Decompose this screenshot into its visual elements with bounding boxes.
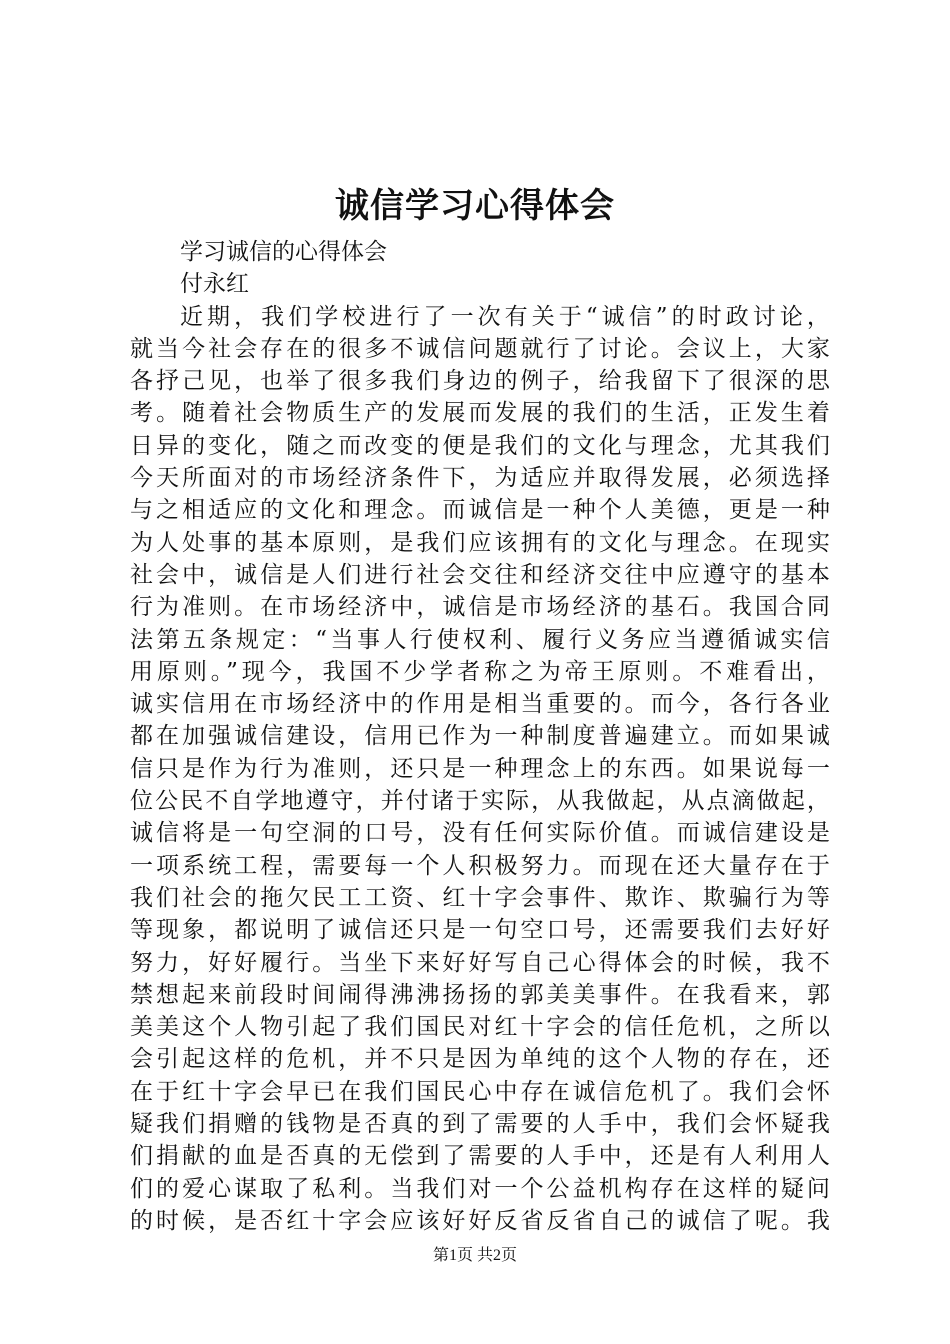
paragraph-line: 就当今社会存在的很多不诚信问题就行了讨论。会议上，大家 (130, 335, 830, 362)
paragraph-line: 行为准则。在市场经济中，诚信是市场经济的基石。我国合同 (130, 594, 830, 621)
paragraph-line: 信只是作为行为准则，还只是一种理念上的东西。如果说每一 (130, 755, 830, 782)
paragraph-line: 在于红十字会早已在我们国民心中存在诚信危机了。我们会怀 (130, 1078, 830, 1105)
paragraph-line: 会引起这样的危机，并不只是因为单纯的这个人物的存在，还 (130, 1046, 830, 1073)
document-title: 诚信学习心得体会 (335, 186, 615, 226)
paragraph-line: 们捐献的血是否真的无偿到了需要的人手中，还是有人利用人 (130, 1143, 830, 1170)
paragraph-line: 法第五条规定：“当事人行使权利、履行义务应当遵循诚实信 (130, 626, 830, 653)
paragraph-line: 的时候，是否红十字会应该好好反省反省自己的诚信了呢。我 (130, 1207, 830, 1234)
paragraph-line: 努力，好好履行。当坐下来好好写自己心得体会的时候，我不 (130, 949, 830, 976)
author: 付永红 (180, 271, 249, 298)
paragraph-line: 等现象，都说明了诚信还只是一句空口号，还需要我们去好好 (130, 917, 830, 944)
document-body (130, 236, 830, 1237)
body-paragraph (130, 301, 830, 1238)
subtitle: 学习诚信的心得体会 (180, 239, 387, 265)
paragraph-line: 都在加强诚信建设，信用已作为一种制度普遍建立。而如果诚 (130, 723, 830, 750)
paragraph-line: 们的爱心谋取了私利。当我们对一个公益机构存在这样的疑问 (130, 1175, 830, 1202)
paragraph-line: 今天所面对的市场经济条件下，为适应并取得发展，必须选择 (130, 465, 830, 492)
paragraph-line: 近期，我们学校进行了一次有关于“诚信”的时政讨论， (180, 303, 830, 330)
paragraph-line: 日异的变化，随之而改变的便是我们的文化与理念，尤其我们 (130, 432, 830, 459)
paragraph-line: 诚信将是一句空洞的口号，没有任何实际价值。而诚信建设是 (130, 820, 830, 847)
paragraph-line: 诚实信用在市场经济中的作用是相当重要的。而今，各行各业 (130, 691, 830, 718)
paragraph-line: 疑我们捐赠的钱物是否真的到了需要的人手中，我们会怀疑我 (130, 1111, 830, 1138)
paragraph-line: 美美这个人物引起了我们国民对红十字会的信任危机，之所以 (130, 1014, 830, 1041)
paragraph-line: 社会中，诚信是人们进行社会交往和经济交往中应遵守的基本 (130, 561, 830, 588)
paragraph-line: 为人处事的基本原则，是我们应该拥有的文化与理念。在现实 (130, 529, 830, 556)
paragraph-line: 禁想起来前段时间闹得沸沸扬扬的郭美美事件。在我看来，郭 (130, 981, 830, 1008)
paragraph-line: 我们社会的拖欠民工工资、红十字会事件、欺诈、欺骗行为等 (130, 884, 830, 911)
paragraph-line: 一项系统工程，需要每一个人积极努力。而现在还大量存在于 (130, 852, 830, 879)
paragraph-line: 与之相适应的文化和理念。而诚信是一种个人美德，更是一种 (130, 497, 830, 524)
paragraph-line: 各抒己见，也举了很多我们身边的例子，给我留下了很深的思 (130, 368, 830, 395)
paragraph-line: 位公民不自学地遵守，并付诸于实际，从我做起，从点滴做起， (130, 788, 830, 815)
paragraph-line: 用原则。”现今，我国不少学者称之为帝王原则。不难看出， (130, 658, 830, 685)
paragraph-line: 考。随着社会物质生产的发展而发展的我们的生活，正发生着 (130, 400, 830, 427)
page-footer: 第1页 共2页 (432, 1247, 517, 1264)
